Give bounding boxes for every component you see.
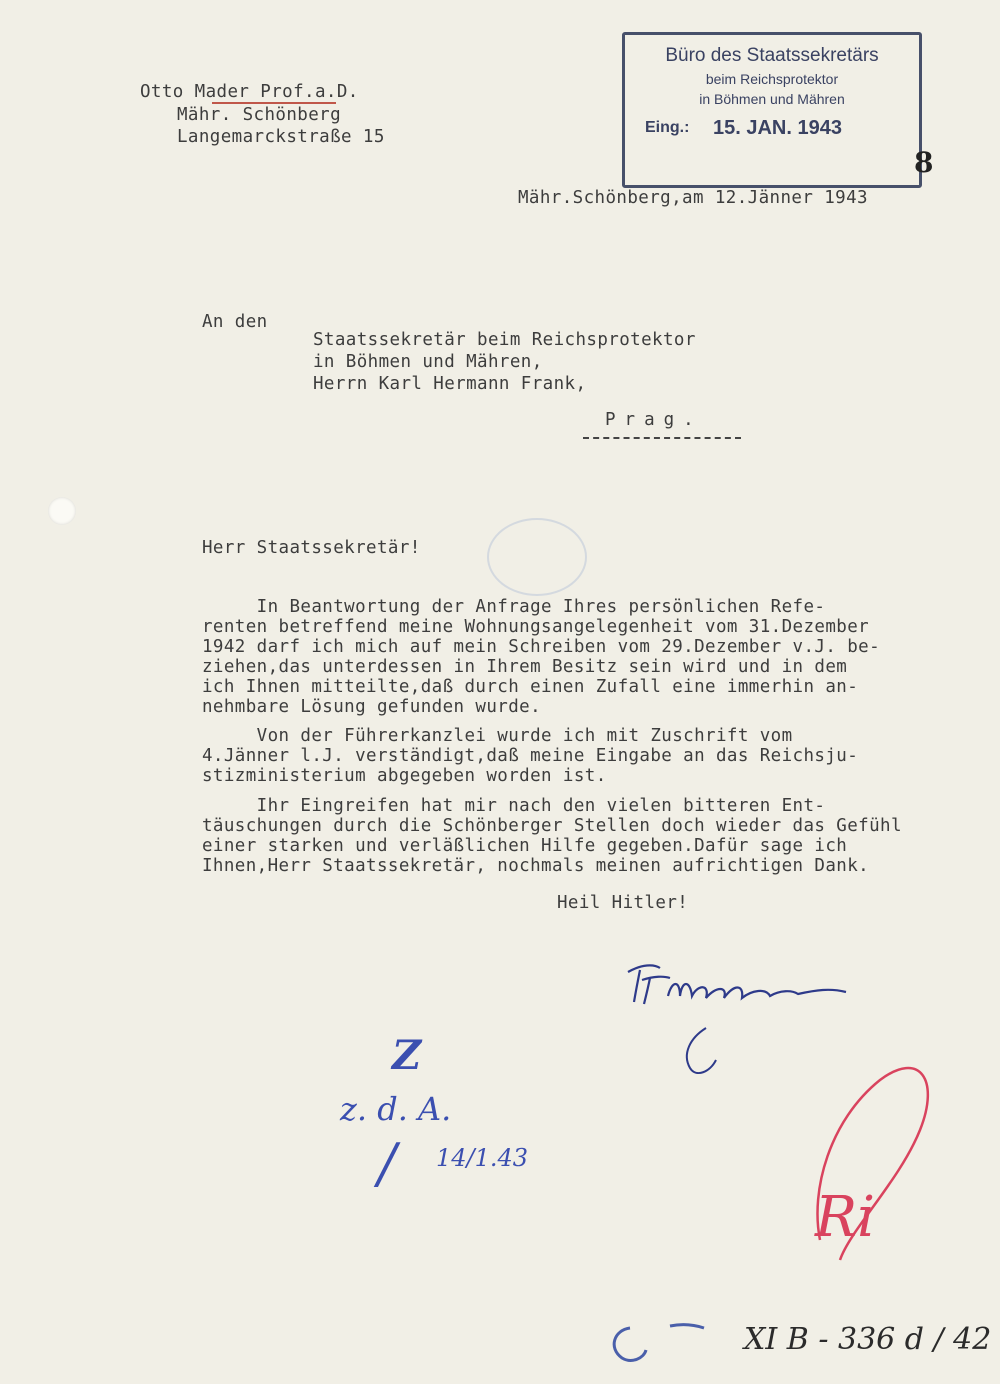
sender-line-2: Mähr. Schönberg: [177, 105, 342, 125]
recipient-line-2: Staatssekretär beim Reichsprotektor: [313, 330, 696, 350]
body-line-4: ziehen,das unterdessen in Ihrem Besitz sein wird und in dem: [202, 657, 848, 677]
body-line-11: täuschungen durch die Schönberger Stellen doch wieder das Gefühl: [202, 816, 902, 836]
salutation: Herr Staatssekretär!: [202, 538, 421, 558]
body-line-13: Ihnen,Herr Staatssekretär, nochmals meinen aufrichtigen Dank.: [202, 856, 870, 876]
body-line-8: 4.Jänner l.J. verständigt,daß meine Eingabe an das Reichsju-: [202, 746, 859, 766]
body-line-6: nehmbare Lösung gefunden wurde.: [202, 697, 542, 717]
signature-text: [620, 950, 621, 951]
bottom-stamp-mark: [600, 1318, 710, 1368]
recipient-line-4: Herrn Karl Hermann Frank,: [313, 374, 587, 394]
body-line-2: renten betreffend meine Wohnungsangelegenheit vom 31.Dezember: [202, 617, 870, 637]
faint-seal: [487, 518, 587, 596]
recipient-line-5: Prag.: [605, 410, 703, 430]
date-line: Mähr.Schönberg,am 12.Jänner 1943: [518, 188, 868, 208]
body-line-9: stizministerium abgegeben worden ist.: [202, 766, 607, 786]
body-line-7: Von der Führerkanzlei wurde ich mit Zuschrift vom: [202, 726, 793, 746]
blue-slash: /: [378, 1132, 397, 1195]
page-number: 8: [914, 146, 934, 179]
sender-line-1: Otto Mader Prof.a.D.: [140, 82, 359, 102]
punch-hole: [48, 497, 76, 525]
body-line-12: einer starken und verläßlichen Hilfe gegeben.Dafür sage ich: [202, 836, 848, 856]
blue-mark: Z: [392, 1032, 422, 1079]
blue-annotation-2: 14/1.43: [436, 1144, 529, 1172]
stamp-eing-label: Eing.:: [645, 119, 690, 136]
red-initials: Ri: [815, 1185, 876, 1250]
stamp-line-1: Büro des Staatssekretärs: [665, 45, 879, 66]
recipient-line-1: An den: [202, 312, 268, 332]
sender-line-3: Langemarckstraße 15: [177, 127, 385, 147]
body-line-10: Ihr Eingreifen hat mir nach den vielen bitteren Ent-: [202, 796, 826, 816]
body-line-5: ich Ihnen mitteilte,daß durch einen Zufall eine immerhin an-: [202, 677, 859, 697]
stamp-line-2: beim Reichsprotektor: [705, 71, 839, 87]
receipt-stamp: [622, 32, 922, 188]
recipient-underline: [583, 437, 741, 439]
stamp-eing-date: 15. JAN. 1943: [713, 117, 842, 139]
body-line-1: In Beantwortung der Anfrage Ihres persönlichen Refe-: [202, 597, 826, 617]
red-pencil-mark: [780, 1040, 980, 1280]
body-line-3: 1942 darf ich mich auf mein Schreiben vom 29.Dezember v.J. be-: [202, 637, 881, 657]
blue-annotation-1: z. d. A.: [340, 1090, 452, 1128]
recipient-line-3: in Böhmen und Mähren,: [313, 352, 543, 372]
red-underline: [212, 102, 336, 104]
closing: Heil Hitler!: [557, 893, 689, 913]
stamp-line-3: in Böhmen und Mähren: [699, 91, 845, 107]
file-number: XI B - 336 d / 42: [744, 1322, 992, 1357]
